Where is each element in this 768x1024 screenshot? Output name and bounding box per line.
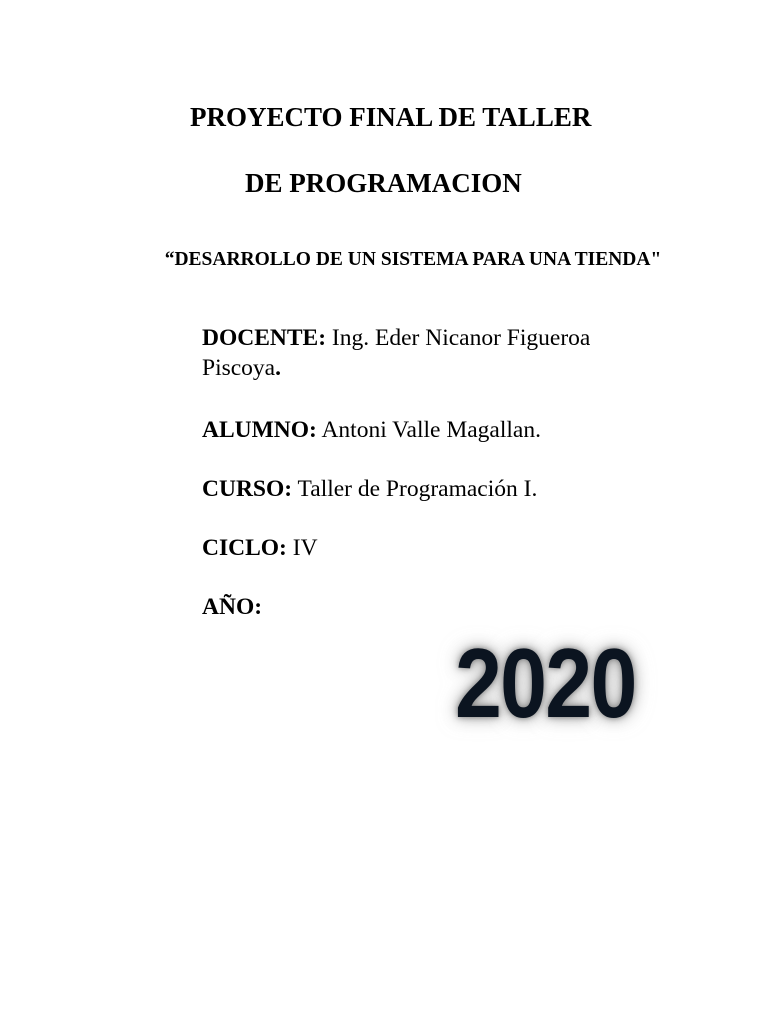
curso-field	[202, 474, 537, 504]
ciclo-value: IV	[286, 535, 318, 561]
docente-value: Ing. Eder Nicanor Figueroa Piscoya	[202, 325, 591, 381]
alumno-field	[202, 415, 541, 445]
curso-label: CURSO:	[202, 476, 293, 502]
project-subtitle: “DESARROLLO DE UN SISTEMA PARA UNA TIENDA"	[164, 249, 662, 270]
title-line-1: PROYECTO FINAL DE TALLER	[190, 102, 592, 132]
curso-value: Taller de Programación I.	[292, 476, 538, 502]
title-line-2: DE PROGRAMACION	[245, 168, 522, 198]
alumno-label: ALUMNO:	[202, 417, 317, 443]
docente-suffix: .	[275, 355, 281, 381]
ciclo-field	[202, 533, 318, 563]
anio-label: AÑO:	[202, 594, 263, 620]
docente-field	[202, 323, 642, 383]
anio-field	[202, 592, 262, 622]
year-graphic: 2020	[455, 628, 636, 738]
alumno-value: Antoni Valle Magallan.	[316, 417, 541, 443]
docente-label: DOCENTE:	[202, 325, 327, 351]
ciclo-label: CICLO:	[202, 535, 287, 561]
